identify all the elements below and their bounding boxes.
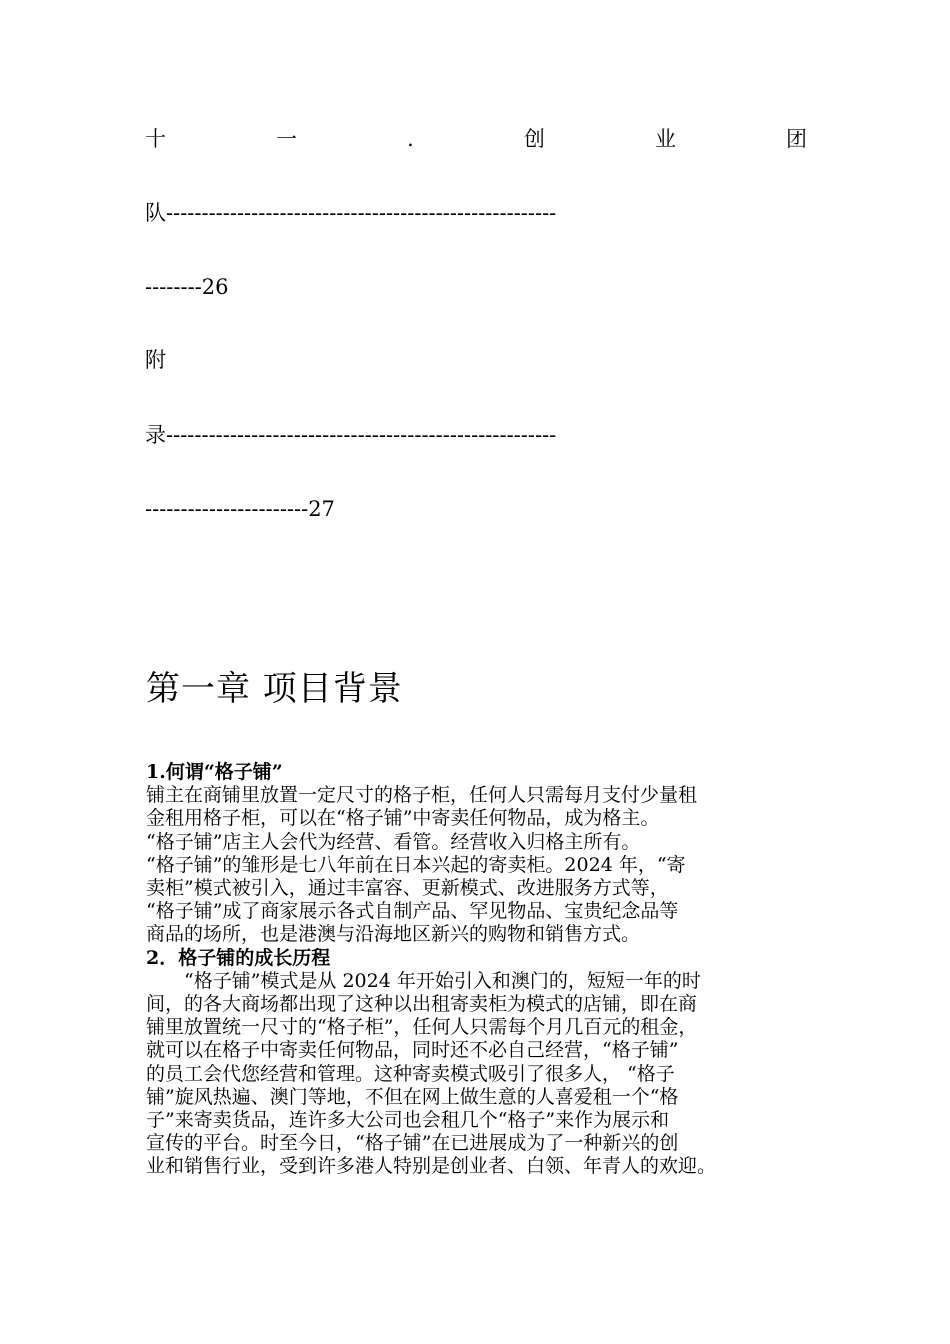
paragraph-line: 间，的各大商场都出现了这种以出租寄卖柜为模式的店铺，即在商 [146,993,698,1016]
toc-leader-line: 录------------------------------------------------------- [145,423,557,447]
paragraph-line: “格子铺”的雏形是七八年前在日本兴起的寄卖柜。2024 年，“寄 [146,853,686,876]
section-heading: 2．格子铺的成长历程 [146,946,331,969]
toc-char: 十 [145,127,166,151]
toc-page-number-line: --------26 [145,275,229,299]
section-heading: 1.何谓“格子铺” [146,761,283,783]
paragraph-line: 就可以在格子中寄卖任何物品，同时还不必自己经营，“格子铺” [146,1039,679,1062]
toc-entry-appendix: 附 [145,348,166,372]
paragraph-line: 的员工会代您经营和管理。这种寄卖模式吸引了很多人， “格子 [146,1062,675,1085]
toc-char: 一 [276,127,298,151]
paragraph-line: 子”来寄卖货品，连许多大公司也会租几个“格子”来作为展示和 [146,1109,670,1132]
toc-char: . [407,127,414,151]
paragraph-line: 铺主在商铺里放置一定尺寸的格子柜，任何人只需每月支付少量租 [146,784,698,807]
paragraph-line: “格子铺”店主人会代为经营、看管。经营收入归格主所有。 [146,830,641,853]
paragraph-line: “格子铺”模式是从 2024 年开始引入和澳门的，短短一年的时 [146,969,701,992]
toc-entry-startup-team [145,124,807,154]
toc-leader-line: 队------------------------------------------------------- [145,201,557,225]
toc-char: 创 [523,127,545,151]
chapter-title: 第一章 项目背景 [146,668,403,709]
toc-page-number-line: -----------------------27 [145,497,335,521]
paragraph-line: 金租用格子柜，可以在“格子铺”中寄卖任何物品，成为格主。 [146,807,660,830]
toc-char: 团 [786,127,807,151]
chapter-body [146,761,810,1179]
toc-char: 业 [654,127,676,151]
paragraph-line: 卖柜”模式被引入，通过丰富容、更新模式、改进服务方式等， [146,877,669,900]
paragraph-line: 商品的场所，也是港澳与沿海地区新兴的购物和销售方式。 [146,923,641,946]
paragraph-line: 铺”旋风热遍、澳门等地，不但在网上做生意的人喜爱租一个“格 [146,1085,679,1108]
paragraph-line: 铺里放置统一尺寸的“格子柜”，任何人只需每个月几百元的租金， [146,1016,698,1039]
paragraph-line: 业和销售行业，受到许多港人特别是创业者、白领、年青人的欢迎。 [146,1155,717,1178]
paragraph-line: “格子铺”成了商家展示各式自制产品、罕见物品、宝贵纪念品等 [146,900,679,923]
paragraph-line: 宣传的平台。时至今日，“格子铺”在已进展成为了一种新兴的创 [146,1132,679,1155]
